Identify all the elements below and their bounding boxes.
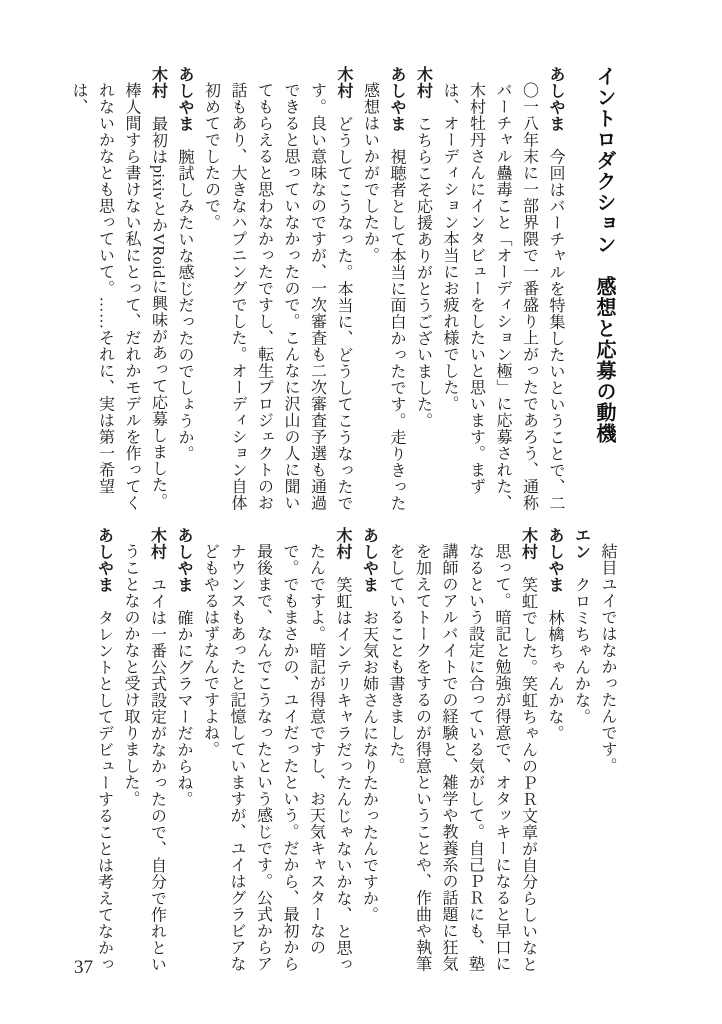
- speaker-name: 木村: [148, 527, 166, 560]
- dialogue-paragraph: 木村 こちらこそ応援ありがとうございました。: [414, 66, 432, 429]
- speaker-name: 木村: [149, 66, 167, 99]
- dialogue-paragraph: 木村 最初はpixivとかVRoidに興味があって応募しました。棒人間すら書けない私にとって、だれかモデルを作ってくれないかなとも思っていて。……それに、実は第一希望は、: [70, 66, 167, 511]
- speaker-name: 木村: [519, 527, 537, 560]
- page-number: 37: [74, 957, 93, 978]
- speaker-name: あしやま: [175, 527, 192, 593]
- dialogue-paragraph: エン クロミちゃんかな。: [572, 527, 590, 725]
- speaker-name: 木村: [335, 66, 352, 99]
- speaker-name: あしやま: [547, 66, 564, 132]
- dialogue-paragraph: あしやま お天気お姉さんになりたかったんですか。: [360, 527, 378, 923]
- speaker-name: あしやま: [360, 527, 378, 593]
- speaker-name: 木村: [334, 527, 351, 560]
- dialogue-paragraph: あしやま 腕試しみたいな感じだったのでしょうか。: [176, 66, 193, 462]
- dialogue-paragraph: あしやま 確かにグラマーだからね。: [175, 527, 192, 808]
- dialogue-paragraph: あしやま タレントとしてデビューすることは考えてなかっ: [95, 527, 113, 973]
- speaker-name: あしやま: [95, 527, 113, 593]
- upper-text-block: [65, 66, 621, 512]
- speaker-name: エン: [572, 527, 590, 560]
- dialogue-paragraph: 木村 笑虹でした。笑虹ちゃんのＰＲ文章が自分らしいなと思って。暗記と勉強が得意で、オタッキーになると早口になるという設定に合っている気がして。自己ＰＲにも、塾講師のアルバイトでの経験と、雑学や教養系の話題に狂気を加えてトークをするのが得意ということや、作曲や執筆をしていることも書きました。: [387, 527, 537, 973]
- lower-text-block: [90, 527, 620, 977]
- dialogue-paragraph: あしやま 今回はバーチャルを特集したいということで、二〇一八年末に一部界隈で一番盛り上がったであろう、通称バーチャル蠱毒こと「オーディション極」に応募された、木村牡丹さんにインタビューをしたいと思います。まずは、オーディション本当にお疲れ様でした。: [441, 66, 564, 512]
- speaker-name: あしやま: [546, 527, 563, 593]
- dialogue-paragraph: あしやま 林檎ちゃんかな。: [546, 527, 563, 742]
- dialogue-paragraph: 木村 笑虹はインテリキャラだったんじゃないかな、と思ったんですよ。暗記が得意ですし、お天気キャスターなので。でもまさかの、ユイだったという。だから、最初から最後まで、なんでこうなったという感じです。公式からアナウンスもあったと記憶していますが、ユイはグラビアなどもやるはずなんですよね。: [201, 527, 351, 973]
- dialogue-paragraph: 木村 どうしてこうなった。本当に、どうしてこうなったです。良い意味なのですが、一次審査も二次審査予選も通過できると思っていなかったので。こんなに沢山の人に聞いてもらえると思わなかったですし、転生プロジェクトのお話もあり、大きなハプニングでした。オーディション自体初めてでしたので。: [202, 66, 352, 512]
- dialogue-paragraph: 結目ユイではなかったんです。: [599, 543, 616, 774]
- speaker-name: あしやま: [388, 66, 405, 132]
- speaker-name: あしやま: [176, 66, 193, 132]
- dialogue-paragraph: 木村 ユイは一番公式設定がなかったので、自分で作れということなのかなと受け取りました。: [122, 527, 166, 973]
- section-title: イントロダクション 感想と応募の動機: [593, 66, 615, 444]
- dialogue-paragraph: あしやま 視聴者として本当に面白かったです。走りきった感想はいかがでしたか。: [361, 66, 405, 512]
- speaker-name: 木村: [414, 66, 432, 99]
